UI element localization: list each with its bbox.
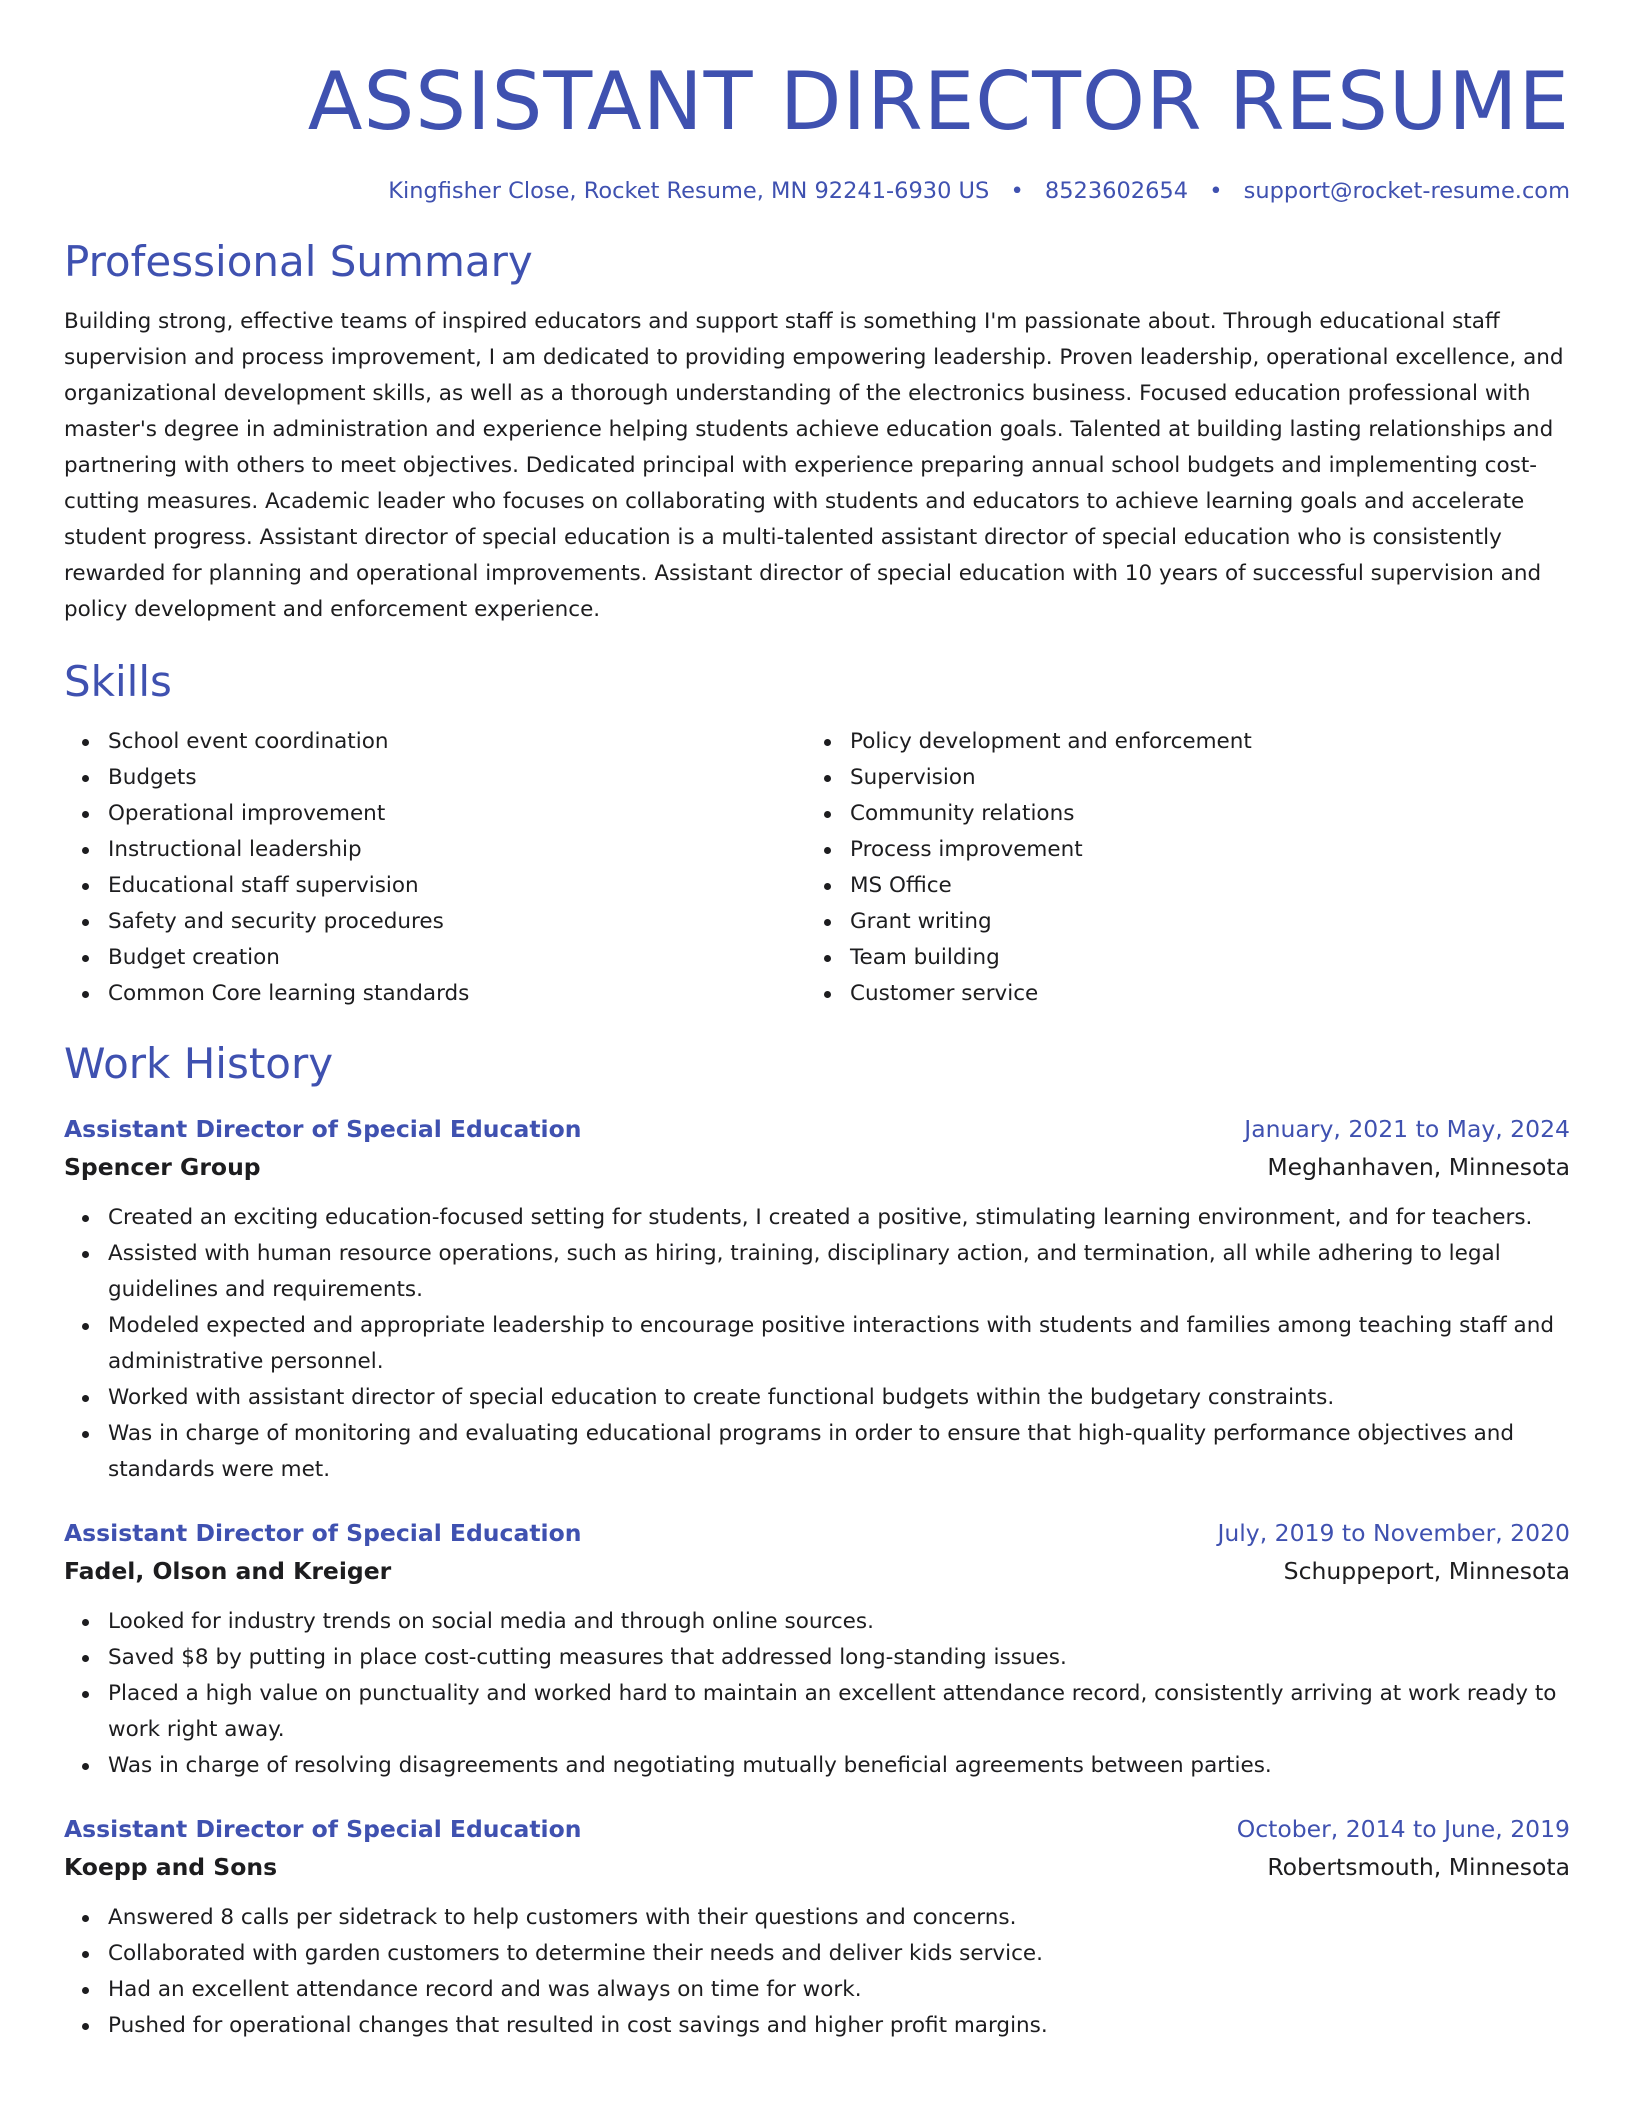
contact-address: Kingfisher Close, Rocket Resume, MN 92241-6930 US: [388, 178, 990, 204]
skill-item: Budget creation: [108, 940, 806, 976]
job-dates: January, 2021 to May, 2024: [1244, 1115, 1570, 1143]
skill-item: Community relations: [850, 796, 1548, 832]
job-company: Spencer Group: [64, 1153, 261, 1181]
duty-item: Pushed for operational changes that resulted in cost savings and higher profit margins.: [108, 2008, 1570, 2044]
skill-item: Budgets: [108, 760, 806, 796]
contact-separator: •: [1010, 178, 1024, 204]
job-duties-list: [64, 1604, 1570, 1784]
duty-item: Had an excellent attendance record and was always on time for work.: [108, 1972, 1570, 2008]
skill-item: Safety and security procedures: [108, 904, 806, 940]
duty-item: Was in charge of monitoring and evaluating educational programs in order to ensure that high-quality performance objectives and standards were met.: [108, 1416, 1570, 1488]
duty-item: Created an exciting education-focused setting for students, I created a positive, stimulating learning environment, and for teachers.: [108, 1200, 1570, 1236]
job-location: Schuppeport, Minnesota: [1283, 1557, 1570, 1585]
resume-page: [64, 0, 1570, 2044]
skills-section: [64, 656, 1570, 1012]
skill-item: Operational improvement: [108, 796, 806, 832]
job-header-row: [64, 1810, 1570, 1848]
skill-item: MS Office: [850, 868, 1548, 904]
duty-item: Assisted with human resource operations, such as hiring, training, disciplinary action, and termination, all while adhering to legal guidelines and requirements.: [108, 1236, 1570, 1308]
job-company-row: [64, 1848, 1570, 1886]
duty-item: Answered 8 calls per sidetrack to help customers with their questions and concerns.: [108, 1900, 1570, 1936]
job-dates: October, 2014 to June, 2019: [1236, 1815, 1570, 1843]
work-history-section: [64, 1038, 1570, 2044]
job-duties-list: [64, 1900, 1570, 2044]
summary-section: [64, 236, 1570, 628]
work-history-heading: Work History: [64, 1039, 334, 1088]
skills-grid: [64, 724, 1570, 1012]
resume-title: ASSISTANT DIRECTOR RESUME: [307, 55, 1570, 148]
job-company: Fadel, Olson and Kreiger: [64, 1557, 392, 1585]
contact-line: [64, 176, 1570, 206]
skill-item: Policy development and enforcement: [850, 724, 1548, 760]
skill-item: Common Core learning standards: [108, 976, 806, 1012]
skill-item: Supervision: [850, 760, 1548, 796]
job-entry: [64, 1810, 1570, 2044]
duty-item: Worked with assistant director of special education to create functional budgets within the budgetary constraints.: [108, 1380, 1570, 1416]
job-header-row: [64, 1514, 1570, 1552]
skill-item: Educational staff supervision: [108, 868, 806, 904]
skill-item: Customer service: [850, 976, 1548, 1012]
duty-item: Looked for industry trends on social media and through online sources.: [108, 1604, 1570, 1640]
duty-item: Placed a high value on punctuality and worked hard to maintain an excellent attendance record, consistently arriving at work ready to work right away.: [108, 1676, 1570, 1748]
skills-heading: Skills: [64, 657, 172, 706]
skills-list-right: [806, 724, 1548, 1012]
contact-separator: •: [1209, 178, 1223, 204]
job-entry: [64, 1110, 1570, 1488]
skill-item: Team building: [850, 940, 1548, 976]
job-location: Meghanhaven, Minnesota: [1267, 1153, 1570, 1181]
job-dates: July, 2019 to November, 2020: [1217, 1519, 1570, 1547]
job-company-row: [64, 1552, 1570, 1590]
contact-phone: 8523602654: [1044, 178, 1189, 204]
skills-list-left: [64, 724, 806, 1012]
job-title: Assistant Director of Special Education: [64, 1115, 582, 1143]
resume-header: [64, 0, 1570, 206]
contact-email: support@rocket-resume.com: [1243, 178, 1570, 204]
job-company-row: [64, 1148, 1570, 1186]
job-duties-list: [64, 1200, 1570, 1488]
skill-item: School event coordination: [108, 724, 806, 760]
job-title: Assistant Director of Special Education: [64, 1519, 582, 1547]
duty-item: Saved $8 by putting in place cost-cutting measures that addressed long-standing issues.: [108, 1640, 1570, 1676]
duty-item: Collaborated with garden customers to determine their needs and deliver kids service.: [108, 1936, 1570, 1972]
job-header-row: [64, 1110, 1570, 1148]
summary-heading: Professional Summary: [64, 237, 533, 286]
skill-item: Process improvement: [850, 832, 1548, 868]
job-entry: [64, 1514, 1570, 1784]
duty-item: Was in charge of resolving disagreements and negotiating mutually beneficial agreements between parties.: [108, 1748, 1570, 1784]
duty-item: Modeled expected and appropriate leadership to encourage positive interactions with students and families among teaching staff and administrative personnel.: [108, 1308, 1570, 1380]
job-company: Koepp and Sons: [64, 1853, 278, 1881]
job-location: Robertsmouth, Minnesota: [1267, 1853, 1570, 1881]
skill-item: Instructional leadership: [108, 832, 806, 868]
skill-item: Grant writing: [850, 904, 1548, 940]
summary-text: Building strong, effective teams of inspired educators and support staff is something I'm passionate about. Through educational staff supervision and process improvement, I am dedicated to providing empowering leadership. Proven leadership, operational excellence, and organizational development skills, as well as a thorough understanding of the electronics business. Focused education professional with master's degree in administration and experience helping students achieve education goals. Talented at building lasting relationships and partnering with others to meet objectives. Dedicated principal with experience preparing annual school budgets and implementing cost-cutting measures. Academic leader who focuses on collaborating with students and educators to achieve learning goals and accelerate student progress. Assistant director of special education is a multi-talented assistant director of special education who is consistently rewarded for planning and operational improvements. Assistant director of special education with 10 years of successful supervision and policy development and enforcement experience.: [64, 309, 1564, 622]
job-title: Assistant Director of Special Education: [64, 1815, 582, 1843]
